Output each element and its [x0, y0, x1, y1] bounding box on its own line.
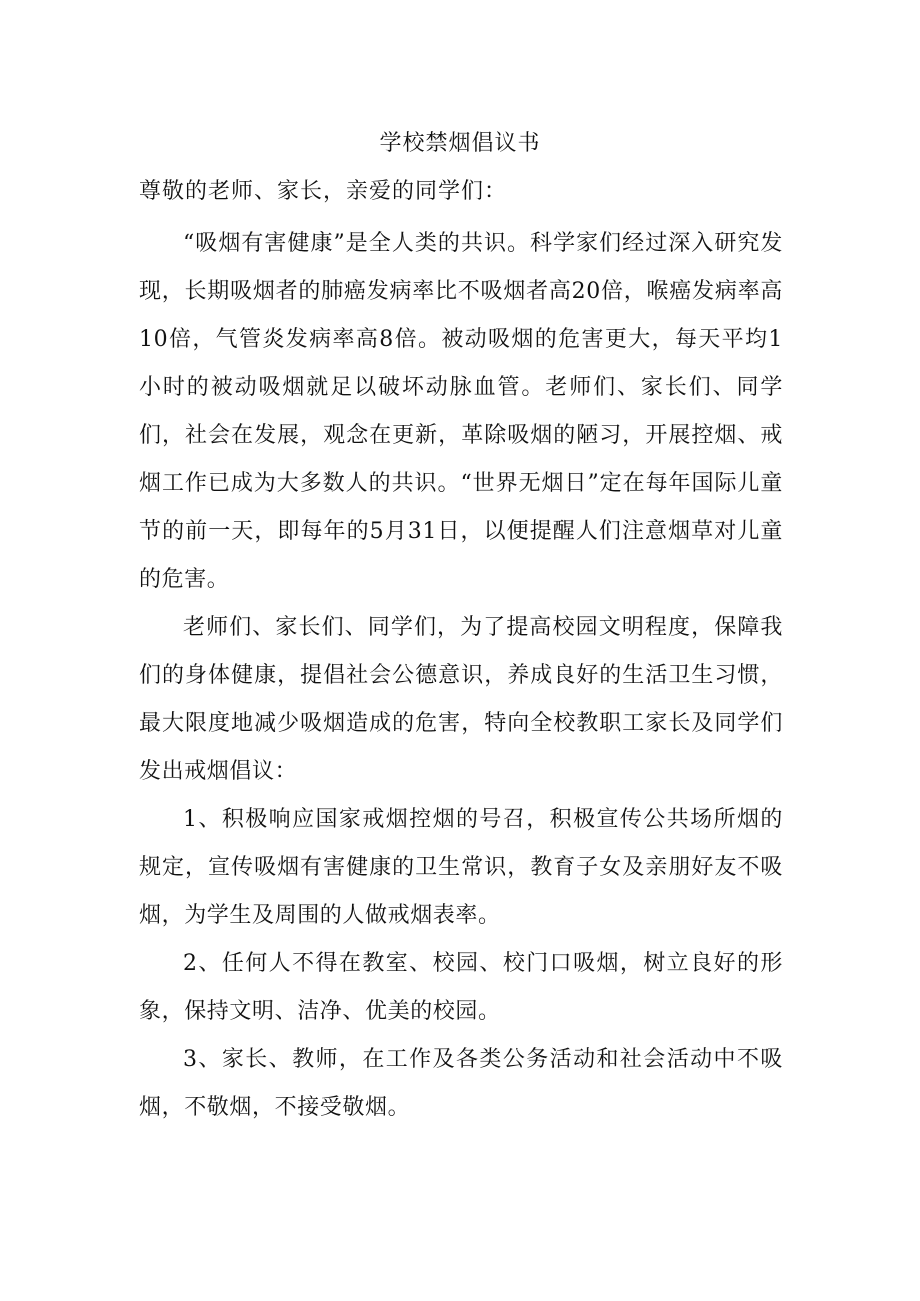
- salutation: 尊敬的老师、家长，亲爱的同学们：: [139, 179, 508, 204]
- paragraph-item-2: 2、任何人不得在教室、校园、校门口吸烟，树立良好的形象，保持文明、洁净、优美的校园。: [139, 951, 783, 1024]
- paragraph-item-1: 1、积极响应国家戒烟控烟的号召，积极宣传公共场所烟的规定，宣传吸烟有害健康的卫生常识，教育子女及亲朋好友不吸烟，为学生及周围的人做戒烟表率。: [139, 807, 783, 928]
- document-title: 学校禁烟倡议书: [379, 131, 541, 156]
- paragraph-appeal: 老师们、家长们、同学们，为了提高校园文明程度，保障我们的身体健康，提倡社会公德意识，养成良好的生活卫生习惯，最大限度地减少吸烟造成的危害，特向全校教职工家长及同学们发出戒烟倡议：: [139, 615, 783, 784]
- paragraph-intro: “吸烟有害健康”是全人类的共识。科学家们经过深入研究发现，长期吸烟者的肺癌发病率比不吸烟者高20倍，喉癌发病率高10倍，气管炎发病率高8倍。被动吸烟的危害更大，每天平均1小时的被动吸烟就足以破坏动脉血管。老师们、家长们、同学们，社会在发展，观念在更新，革除吸烟的陋习，开展控烟、戒烟工作已成为大多数人的共识。“世界无烟日”定在每年国际儿童节的前一天，即每年的5月31日，以便提醒人们注意烟草对儿童的危害。: [139, 231, 783, 592]
- paragraph-item-3: 3、家长、教师，在工作及各类公务活动和社会活动中不吸烟，不敬烟，不接受敬烟。: [139, 1047, 783, 1120]
